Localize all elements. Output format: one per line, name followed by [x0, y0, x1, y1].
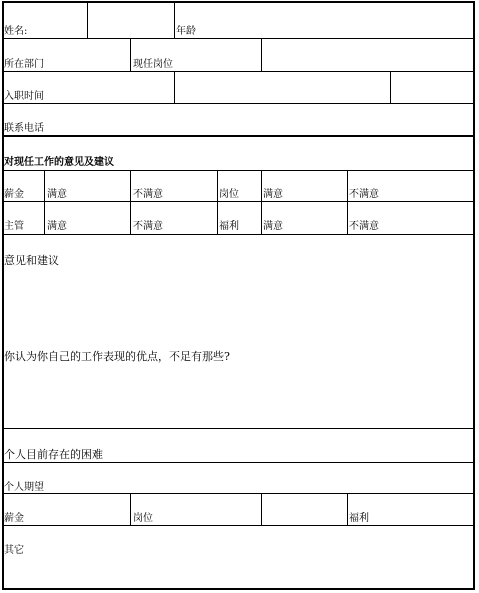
expect-salary-label: 薪金: [4, 513, 24, 524]
expect-post-label: 岗位: [133, 513, 153, 524]
self-eval-textarea[interactable]: [3, 366, 472, 428]
other-textarea[interactable]: [3, 558, 472, 588]
col-divider: [130, 170, 131, 234]
row2-opt-satisfied[interactable]: 满意: [47, 221, 67, 232]
self-eval-label: 你认为你自己的工作表现的优点，不足有那些?: [4, 350, 230, 363]
row-divider: [2, 428, 475, 429]
phone-input[interactable]: [50, 104, 472, 135]
col-divider: [130, 493, 131, 525]
col-divider: [217, 170, 218, 234]
row1-label: 薪金: [4, 189, 24, 200]
row2-label: 主管: [4, 221, 24, 232]
col-divider: [347, 170, 348, 234]
row1-opt4-unsatisfied[interactable]: 不满意: [349, 189, 379, 200]
row-divider: [2, 493, 475, 494]
expectations-label: 个人期望: [4, 482, 44, 493]
col-divider: [44, 170, 45, 234]
dept-label: 所在部门: [4, 59, 44, 70]
row-divider: [2, 201, 475, 202]
row-divider: [2, 462, 475, 463]
section-title: 对现任工作的意见及建议: [4, 157, 114, 168]
name-input[interactable]: [88, 2, 174, 38]
row2-opt-unsatisfied[interactable]: 不满意: [133, 221, 163, 232]
section-divider: [2, 135, 475, 137]
col-divider: [347, 493, 348, 525]
expect-welfare-label: 福利: [349, 513, 369, 524]
row2-label2: 福利: [219, 221, 239, 232]
row2-opt3-satisfied[interactable]: 满意: [263, 221, 283, 232]
col-divider: [174, 1, 175, 38]
col-divider: [261, 493, 262, 525]
suggestions-textarea[interactable]: [3, 270, 472, 346]
row1-opt-satisfied[interactable]: 满意: [47, 189, 67, 200]
hire-date-label: 入职时间: [4, 91, 44, 102]
other-label: 其它: [4, 545, 24, 556]
row-divider: [2, 525, 475, 526]
col-divider: [390, 71, 391, 103]
row1-label2: 岗位: [219, 189, 239, 200]
difficulties-label: 个人目前存在的困难: [4, 448, 103, 461]
suggestions-label: 意见和建议: [4, 254, 59, 267]
col-divider: [261, 170, 262, 234]
row1-opt3-satisfied[interactable]: 满意: [263, 189, 283, 200]
position-label: 现任岗位: [133, 59, 173, 70]
name-label: 姓名:: [4, 26, 28, 37]
dept-input[interactable]: [50, 39, 130, 71]
age-label: 年龄: [176, 26, 196, 37]
row1-opt-unsatisfied[interactable]: 不满意: [133, 189, 163, 200]
phone-label: 联系电话: [4, 123, 44, 134]
row2-opt4-unsatisfied[interactable]: 不满意: [349, 221, 379, 232]
age-input[interactable]: [200, 2, 472, 38]
row-divider: [2, 234, 475, 235]
col-divider: [130, 38, 131, 71]
hire-date-input[interactable]: [175, 72, 390, 103]
position-input[interactable]: [262, 39, 472, 71]
row-divider: [2, 170, 475, 171]
